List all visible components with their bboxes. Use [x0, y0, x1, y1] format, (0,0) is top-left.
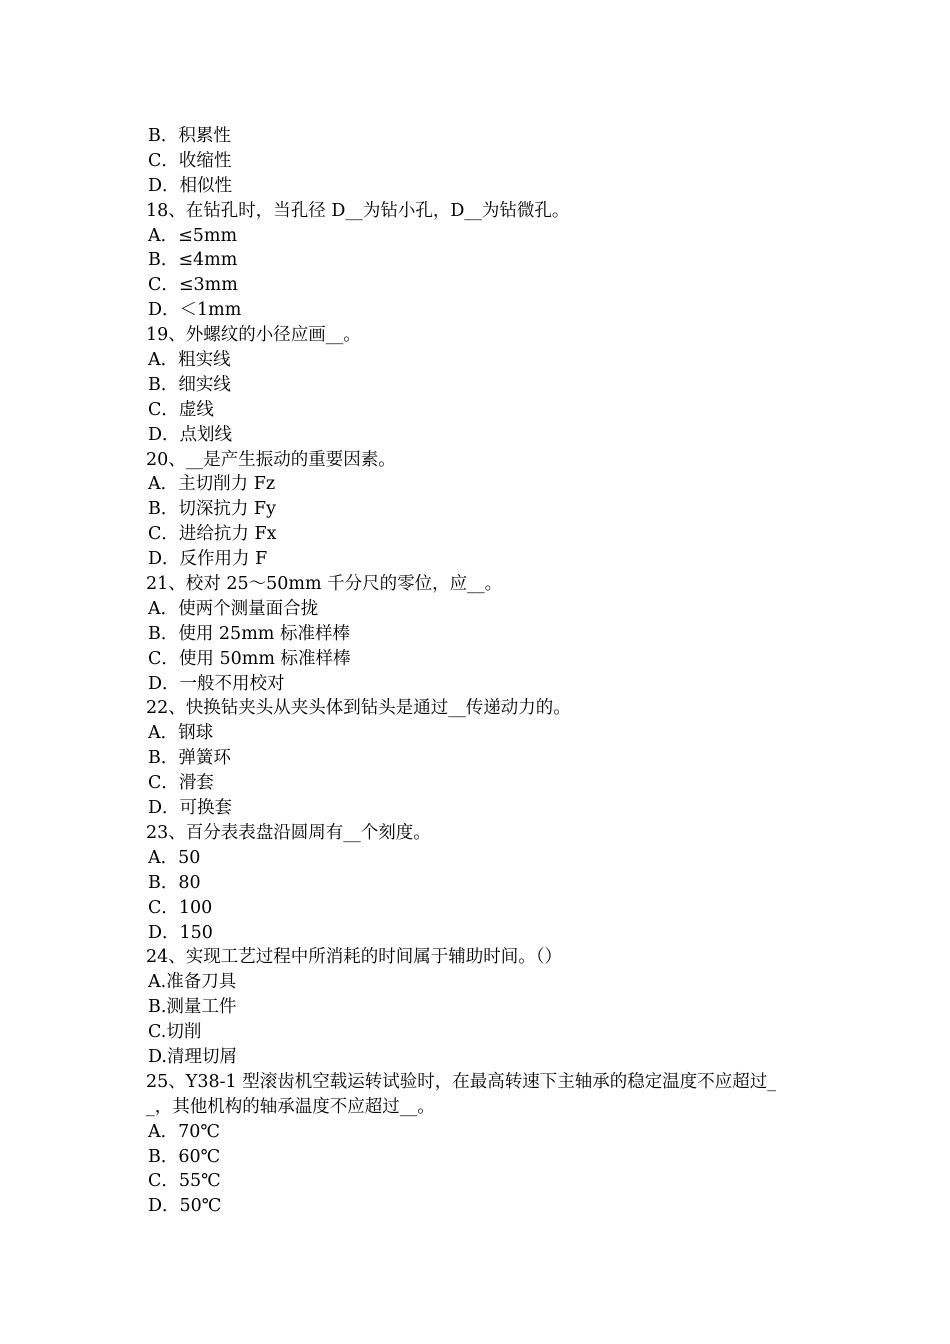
- question-line: 19、外螺纹的小径应画__。: [146, 325, 361, 346]
- question-line: 20、__是产生振动的重要因素。: [146, 449, 396, 470]
- option-line: A．粗实线: [148, 350, 231, 371]
- option-line: A．50: [148, 847, 201, 868]
- question-line: 22、快换钻夹头从夹头体到钻头是通过__传递动力的。: [146, 698, 571, 719]
- option-line: D.清理切屑: [148, 1046, 237, 1067]
- option-line: D．可换套: [148, 798, 233, 819]
- option-line: C．≤3mm: [148, 275, 238, 296]
- option-line: C．收缩性: [148, 150, 232, 171]
- question-line: 23、百分表表盘沿圆周有__个刻度。: [146, 822, 431, 843]
- option-line: A．70℃: [148, 1121, 220, 1142]
- option-line: B．60℃: [148, 1146, 221, 1167]
- option-line: D．＜1mm: [148, 300, 242, 321]
- option-line: C.切削: [148, 1022, 202, 1043]
- option-line: D．反作用力 F: [148, 549, 268, 570]
- question-line: 24、实现工艺过程中所消耗的时间属于辅助时间。（）: [146, 947, 563, 968]
- question-line: 21、校对 25～50mm 千分尺的零位，应__。: [146, 574, 503, 595]
- option-line: B．切深抗力 Fy: [148, 499, 276, 520]
- question-list: [146, 124, 816, 1219]
- option-line: D．一般不用校对: [148, 673, 285, 694]
- option-line: B．使用 25mm 标准样棒: [148, 623, 350, 644]
- option-line: C．滑套: [148, 773, 214, 794]
- option-line: C．使用 50mm 标准样棒: [148, 648, 351, 669]
- option-line: A．主切削力 Fz: [148, 474, 276, 495]
- option-line: D．150: [148, 922, 213, 943]
- option-line: D．50℃: [148, 1196, 222, 1217]
- option-line: B．≤4mm: [148, 250, 238, 271]
- option-line: B．积累性: [148, 126, 231, 146]
- option-line: A．使两个测量面合拢: [148, 598, 319, 619]
- option-line: A.准备刀具: [148, 972, 237, 993]
- option-line: D．点划线: [148, 424, 233, 445]
- option-line: C．55℃: [148, 1171, 221, 1192]
- option-line: B.测量工件: [148, 997, 237, 1018]
- question-line: 25、Y38-1 型滚齿机空载运转试验时，在最高转速下主轴承的稳定温度不应超过_: [146, 1071, 776, 1092]
- option-line: A．≤5mm: [148, 225, 238, 246]
- option-line: B．细实线: [148, 374, 231, 395]
- question-line: 18、在钻孔时，当孔径 D__为钻小孔，D__为钻微孔。: [146, 200, 570, 221]
- option-line: B．弹簧环: [148, 748, 231, 769]
- option-line: C．100: [148, 897, 213, 918]
- option-line: B．80: [148, 872, 201, 893]
- question-line-continued: _，其他机构的轴承温度不应超过__。: [146, 1096, 435, 1117]
- option-line: D．相似性: [148, 175, 233, 196]
- option-line: C．进给抗力 Fx: [148, 524, 277, 545]
- option-line: A．钢球: [148, 723, 214, 744]
- option-line: C．虚线: [148, 399, 214, 420]
